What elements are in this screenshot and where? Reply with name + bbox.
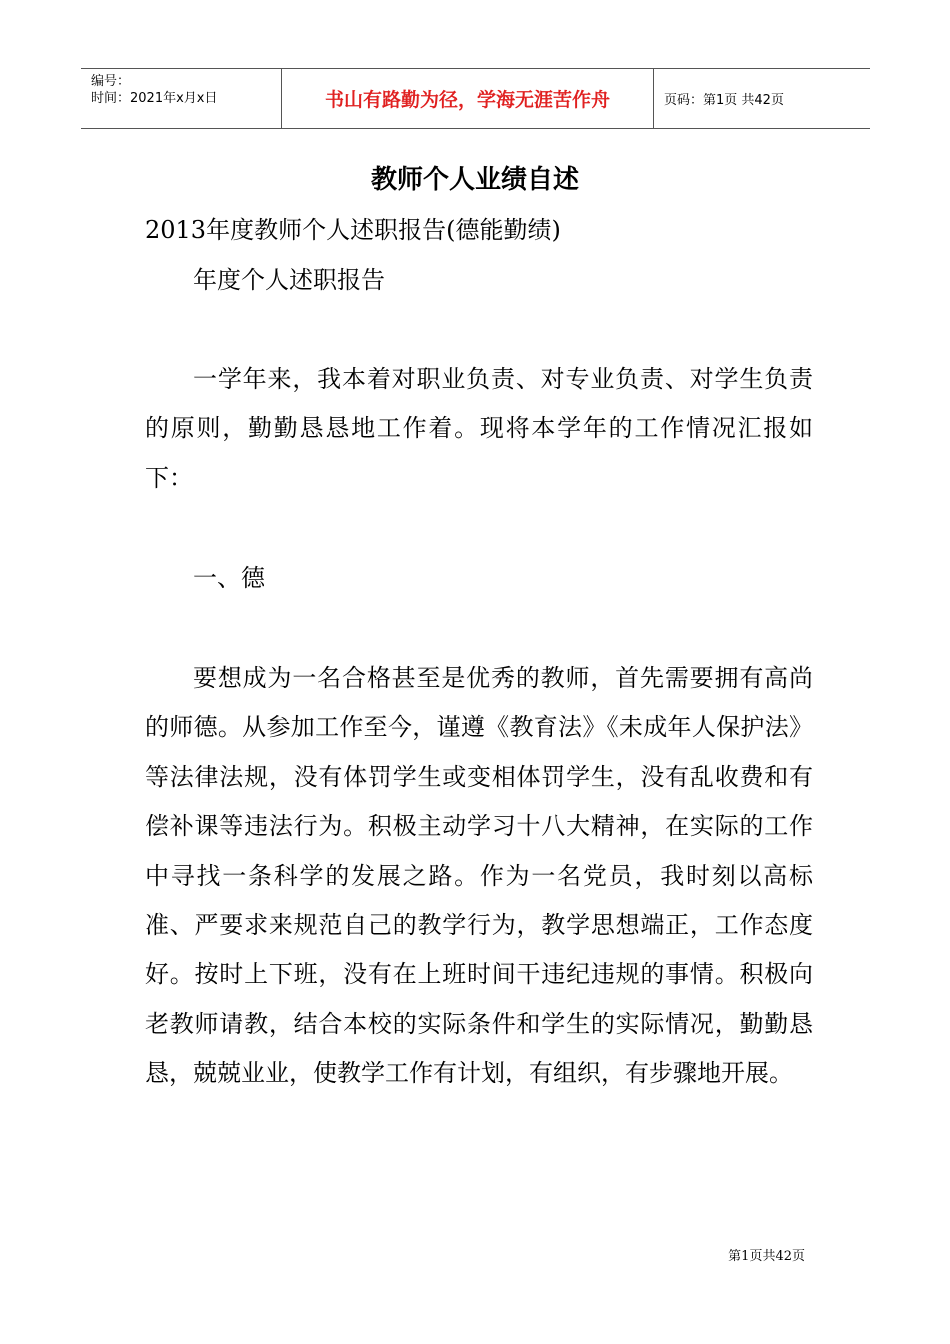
date-label: 时间：2021年x月x日 <box>91 91 218 106</box>
report-subtitle: 2013年度教师个人述职报告(德能勤绩) <box>145 216 561 244</box>
section-heading-de: 一、德 <box>193 564 265 592</box>
header-page-info: 页码：第1页 共42页 <box>664 93 784 108</box>
document-title: 教师个人业绩自述 <box>370 165 579 195</box>
report-heading: 年度个人述职报告 <box>193 266 385 294</box>
document-header <box>81 68 870 129</box>
header-motto: 书山有路勤为径，学海无涯苦作舟 <box>282 69 654 128</box>
header-meta-cell <box>81 69 282 128</box>
page-footer: 第1页共42页 <box>728 1249 805 1264</box>
intro-paragraph: 一学年来，我本着对职业负责、对专业负责、对学生负责的原则，勤勤恳恳地工作着。现将本学年的工作情况汇报如下： <box>145 365 813 492</box>
number-label: 编号： <box>91 74 131 89</box>
section-de-paragraph: 要想成为一名合格甚至是优秀的教师，首先需要拥有高尚的师德。从参加工作至今，谨遵《教育法》《未成年人保护法》等法律法规，没有体罚学生或变相体罚学生，没有乱收费和有偿补课等违法行为。积极主动学习十八大精神，在实际的工作中寻找一条科学的发展之路。作为一名党员，我时刻以高标准、严要求来规范自己的教学行为，教学思想端正，工作态度好。按时上下班，没有在上班时间干违纪违规的事情。积极向老教师请教，结合本校的实际条件和学生的实际情况，勤勤恳恳，兢兢业业，使教学工作有计划，有组织，有步骤地开展。 <box>145 664 813 1088</box>
